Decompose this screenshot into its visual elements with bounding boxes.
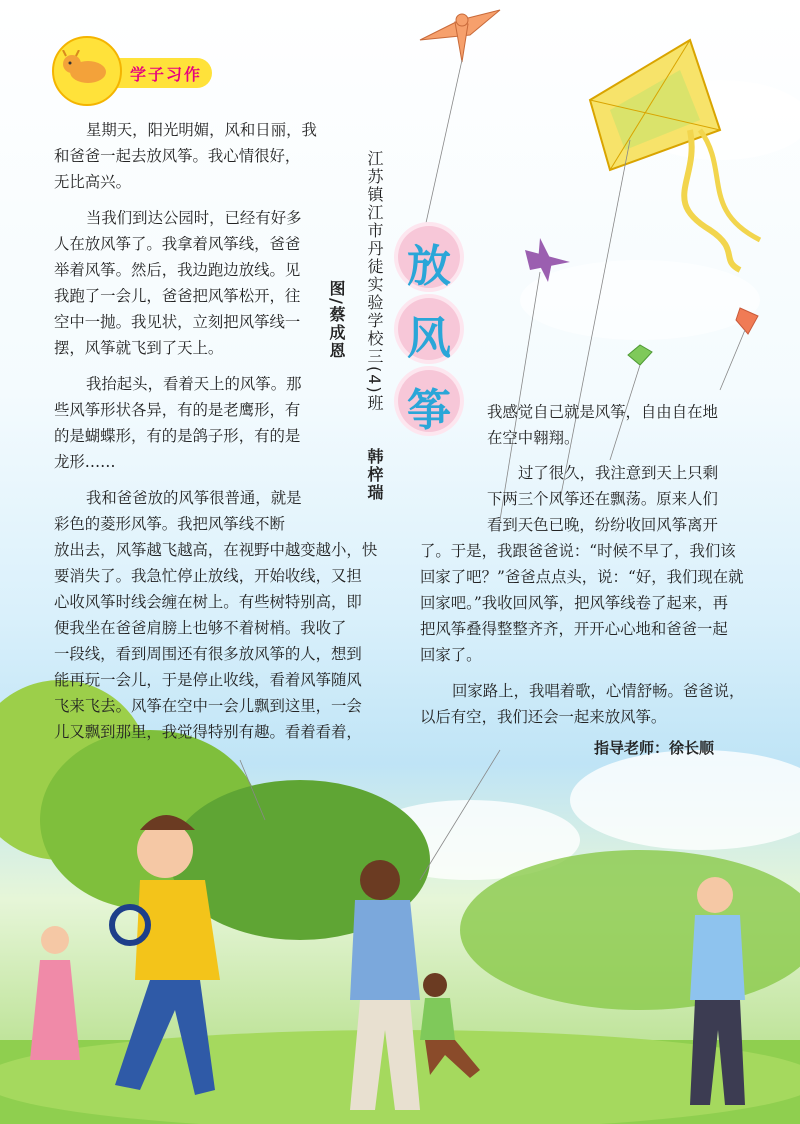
author-school: 江苏镇江市丹徒实验学校三(4)班: [365, 150, 384, 413]
body-line: 回家吧。”我收回风筝，把风筝线卷了起来，再: [420, 594, 728, 612]
author-name: 韩梓瑞: [365, 448, 384, 502]
title-char-2: 风: [398, 298, 460, 360]
body-line: 些风筝形状各异，有的是老鹰形，有: [54, 401, 301, 419]
body-line: 放出去，风筝越飞越高，在视野中越变越小，快: [54, 541, 378, 559]
body-line: 当我们到达公园时，已经有好多: [86, 209, 302, 227]
body-line: 在空中翱翔。: [487, 429, 580, 447]
body-line: 我抬起头，看着天上的风筝。那: [86, 375, 302, 393]
column-tag: 学子习作: [130, 65, 203, 84]
body-line: 便我坐在爸爸肩膀上也够不着树梢。我收了: [54, 619, 347, 637]
body-line: 飞来飞去。风筝在空中一会儿飘到这里，一会: [54, 697, 362, 715]
body-line: 以后有空，我们还会一起来放风筝。: [420, 708, 667, 726]
teacher-credit: 指导老师：徐长顺: [594, 739, 715, 757]
body-line: 回家了吧？”爸爸点点头，说：“好，我们现在就: [420, 568, 744, 586]
column-badge: [52, 36, 212, 104]
body-line: 回家了。: [420, 646, 482, 664]
body-line: 人在放风筝了。我拿着风筝线，爸爸: [54, 235, 301, 253]
body-line: 我感觉自己就是风筝，自由自在地: [487, 403, 718, 421]
body-line: 看到天色已晚，纷纷收回风筝离开: [487, 516, 718, 534]
body-line: 的是蝴蝶形，有的是鸽子形，有的是: [54, 427, 301, 445]
body-line: 举着风筝。然后，我边跑边放线。见: [54, 261, 301, 279]
body-line: 要消失了。我急忙停止放线，开始收线，又担: [54, 567, 362, 585]
girl-figure: [30, 926, 80, 1060]
body-line: 把风筝叠得整整齐齐，开开心心地和爸爸一起: [420, 620, 728, 638]
title-char-3: 筝: [398, 370, 460, 432]
body-line: 空中一抛。我见状，立刻把风筝线一: [54, 313, 301, 331]
body-line: 下两三个风筝还在飘荡。原来人们: [487, 490, 718, 508]
body-line: 过了很久，我注意到天上只剩: [518, 464, 719, 482]
title-char-1: 放: [398, 226, 460, 288]
body-line: 能再玩一会儿，于是停止收线，看着风筝随风: [54, 671, 362, 689]
body-line: 回家路上，我唱着歌，心情舒畅。爸爸说，: [452, 682, 745, 700]
body-line: 我和爸爸放的风筝很普通，就是: [86, 489, 302, 507]
illustrator-credit: 图/蔡成恩: [327, 280, 346, 360]
body-line: 无比高兴。: [54, 173, 131, 191]
cow-icon: [60, 50, 110, 88]
body-line: 一段线，看到周围还有很多放风筝的人，想到: [54, 645, 362, 663]
body-line: 摆，风筝就飞到了天上。: [54, 339, 224, 357]
body-line: 心收风筝时线会缠在树上。有些树特别高，即: [54, 593, 362, 611]
body-line: 我跑了一会儿，爸爸把风筝松开，往: [54, 287, 301, 305]
body-line: 了。于是，我跟爸爸说：“时候不早了，我们该: [420, 542, 736, 560]
body-line: 彩色的菱形风筝。我把风筝线不断: [54, 515, 285, 533]
body-line: 儿又飘到那里，我觉得特别有趣。看着看着，: [54, 723, 362, 741]
body-line: 和爸爸一起去放风筝。我心情很好，: [54, 147, 301, 165]
body-line: 星期天，阳光明媚，风和日丽，我: [86, 121, 317, 139]
body-line: 龙形……: [54, 453, 116, 471]
